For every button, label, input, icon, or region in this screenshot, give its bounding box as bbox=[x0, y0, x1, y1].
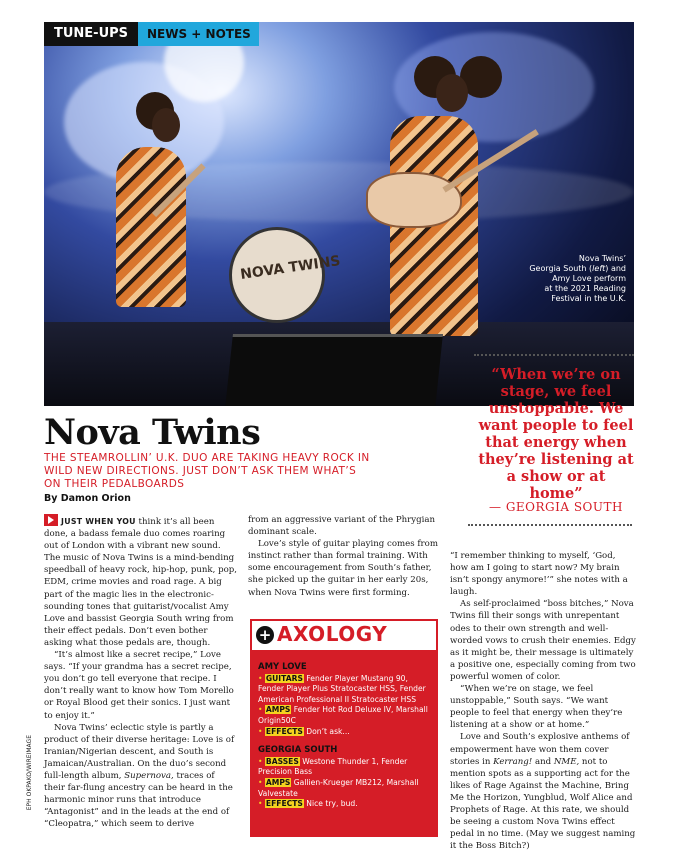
paragraph: JUST WHEN YOU think it’s all been done, a badass female duo comes roaring out of London with a vibrant new sound. The music of Nova Twins is a mind-bending speedball of heavy rock, hip-hop, punk, pop, EDM, crime movies and road rage. A big part of the magic lies in the electronic-sounding tones that guitarist/vocalist Amy Love and bassist Georgia South wring from their effect pedals. Don’t even bother asking what those pedals are, though. bbox=[44, 514, 238, 649]
article-dek: THE STEAMROLLIN’ U.K. DUO ARE TAKING HEAVY ROCK IN WILD NEW DIRECTIONS. JUST DON’T ASK THEM WHAT’S ON THEIR PEDALBOARDS bbox=[44, 452, 370, 490]
pullquote: “When we’re on stage, we feel unstoppable. We want people to feel that energy when they’re listening at a show or at home” bbox=[478, 366, 634, 502]
section-tag-tune-ups: TUNE-UPS bbox=[44, 22, 138, 46]
paragraph: from an aggressive variant of the Phrygian dominant scale. bbox=[248, 515, 436, 538]
gear-effects: • EFFECTS Don’t ask... bbox=[258, 726, 350, 736]
paragraph: “I remember thinking to myself, ‘God, how am I going to start now? My brain isn’t spongy anymore!’” she notes with a laugh. bbox=[450, 551, 628, 598]
byline: By Damon Orion bbox=[44, 493, 131, 504]
concert-photo bbox=[44, 22, 634, 406]
gear-artist-georgia: GEORGIA SOUTH bbox=[258, 745, 338, 756]
gear-effects: • EFFECTS Nice try, bud. bbox=[258, 799, 358, 809]
section-tag-news-notes: NEWS + NOTES bbox=[135, 22, 259, 46]
pullquote-top-rule bbox=[474, 354, 634, 356]
body-column-3 bbox=[450, 550, 636, 852]
photo-credit: EPH OKPAKO/WIREIMAGE bbox=[26, 735, 33, 811]
gear-basses: • BASSES Westone Thunder 1, Fender Precision Bass bbox=[258, 756, 408, 777]
body-column-2 bbox=[248, 514, 440, 599]
paragraph: “It’s almost like a secret recipe,” Love says. “If your grandma has a secret recipe, you don’t go tell everyone that recipe. I don’t really want to know how Tom Morello or Royal Blood get their sonics. I just want to enjoy it.” bbox=[44, 650, 234, 721]
lead-in: JUST WHEN YOU bbox=[61, 517, 136, 526]
paragraph: Love’s style of guitar playing comes from instinct rather than formal training. With some encouragement from South’s father, she picked up the guitar in her early 20s, when Nova Twins were first forming. bbox=[248, 539, 438, 598]
gear-amps: • AMPS Fender Hot Rod Deluxe IV, Marshall Origin50C bbox=[258, 705, 428, 725]
gear-guitars: • GUITARS Fender Player Mustang 90, Fender Player Plus Stratocaster HSS, Fender American Professional II Stratocaster HSS bbox=[258, 673, 426, 704]
gear-artist-amy: AMY LOVE bbox=[258, 662, 307, 672]
tag-arrow-icon bbox=[128, 22, 136, 46]
photo-caption: Nova Twins’ Georgia South (left) and Amy Love perform at the 2021 Reading Festival in the U.K. bbox=[529, 254, 626, 303]
axology-gear-list bbox=[258, 662, 434, 810]
paragraph: Love and South’s explosive anthems of empowerment have won them cover stories in Kerrang! and NME, not to mention spots as a supporting act for the likes of Rage Against the Machine, Bring Me the Horizon, Yungblud, Wolf Alice and Prophets of Rage. At this rate, we should be seeing a custom Nova Twins effect pedal in no time. (May we suggest naming it the Boss Bitch?) bbox=[450, 732, 636, 852]
guitar bbox=[366, 172, 462, 228]
paragraph: Nova Twins’ eclectic style is partly a product of their diverse heritage: Love is of Iranian/Nigerian descent, and South is Jamaican/Australian. On the duo’s second full-length album, Supernova, traces of their far-flung ancestry can be heard in the harmonic minor runs that introduce “Antagonist” and in the leads at the end of “Cleopatra,” which seem to derive bbox=[44, 722, 235, 830]
gear-amps: • AMPS Gallien-Krueger MB212, Marshall Valvestate bbox=[258, 777, 419, 798]
article-title: Nova Twins bbox=[44, 412, 261, 453]
body-column-1 bbox=[44, 514, 238, 830]
plus-circle-icon: + bbox=[256, 626, 274, 644]
paragraph: As self-proclaimed “boss bitches,” Nova Twins fill their songs with unrepentant odes to their own strength and well-worded vows to crush their enemies. Edgy as it might be, their message is ultimately a positive one, especially coming from two powerful women of color. bbox=[450, 599, 636, 682]
axology-title: AXOLOGY bbox=[277, 622, 388, 646]
performer-georgia-south bbox=[116, 147, 186, 307]
drum-logo: NOVA TWINS bbox=[239, 253, 342, 283]
pullquote-bottom-rule bbox=[468, 524, 632, 526]
pullquote-attribution: — GEORGIA SOUTH bbox=[489, 500, 623, 514]
paragraph: “When we’re on stage, we feel unstoppable,” South says. “We want people to feel that energy when they’re listening at a show or at home.” bbox=[450, 684, 623, 731]
stage-monitor bbox=[225, 334, 443, 406]
play-icon bbox=[44, 514, 58, 526]
